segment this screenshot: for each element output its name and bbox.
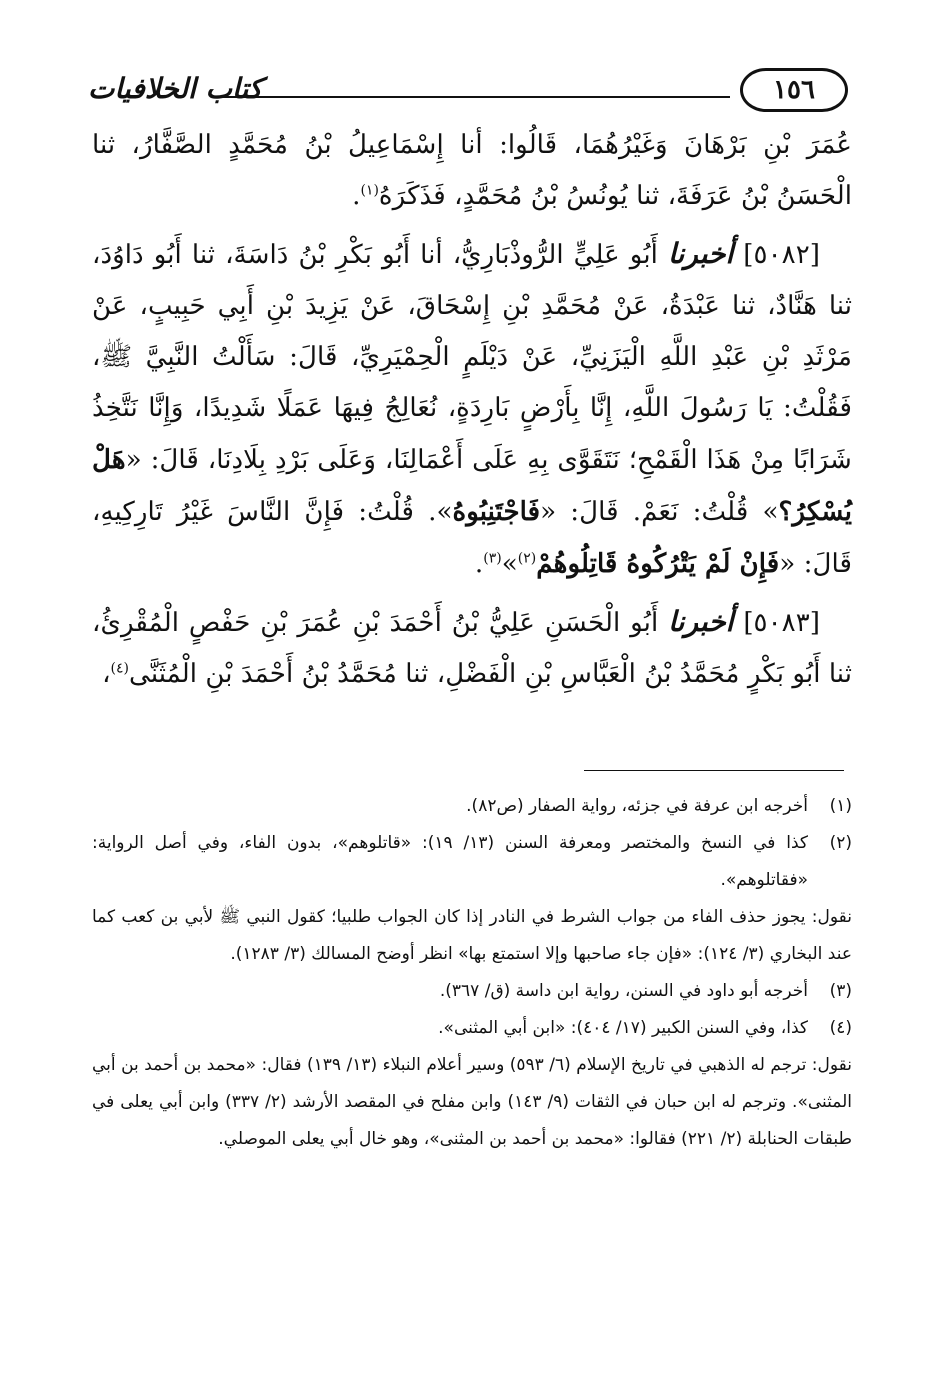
hadith-text: ». قُلْتُ: فَإِنَّ النَّاسَ غَيْرُ تَارِكِيهِ، قَالَ: « (92, 497, 852, 579)
hadith-number: [٥٠٨٣] (743, 608, 821, 638)
footnote-1 (92, 788, 852, 825)
footnote-number: (١) (829, 796, 852, 816)
footnote-number: (٤) (829, 1018, 852, 1038)
hadith-text: » (501, 549, 518, 579)
hadith-text: أَبُو الْحَسَنِ عَلِيُّ بْنُ أَحْمَدَ بْنِ عُمَرَ بْنِ حَفْصٍ الْمُقْرِئُ، ثنا أَبُو بَكْرٍ مُحَمَّدُ بْنُ الْعَبَّاسِ بْنِ الْفَضْلِ، ثنا مُحَمَّدُ بْنُ أَحْمَدَ بْنِ الْمُثَنَّى (92, 608, 852, 689)
footnote-separator (584, 770, 844, 771)
footnote-4-note: نقول: ترجم له الذهبي في تاريخ الإسلام (٦/ ٥٩٣) وسير أعلام النبلاء (١٣/ ١٣٩) فقال: «محمد بن أحمد بن أبي المثنى». وترجم له ابن حبان في الثقات (٩/ ١٤٣) وابن مفلح في المقصد الأرشد (٢/ ٣٣٧) وابن أبي يعلى في طبقات الحنابلة (٢/ ٢٢١) فقالوا: «محمد بن أحمد بن المثنى»، وهو خال أبي يعلى الموصلي. (92, 1055, 853, 1149)
prophet-speech: فَاجْتَنِبُوهُ (452, 496, 541, 527)
paragraph-continuation (92, 120, 852, 222)
footnote-number: (٣) (829, 981, 852, 1001)
book-title: كتاب الخلافيات (88, 72, 263, 105)
page-header (88, 66, 848, 126)
footnotes (92, 788, 852, 1158)
punctuation: . (474, 549, 484, 579)
akhbarana-label: أخبرنا (668, 605, 734, 638)
prophet-speech: هَلْ يُسْكِرُ؟ (92, 444, 852, 527)
prophet-speech: فَإِنْ لَمْ يَتْرُكُوهُ قَاتِلُوهُمْ (536, 548, 780, 579)
hadith-text: » قُلْتُ: نَعَمْ. قَالَ: « (540, 497, 779, 527)
footnote-ref: (٤) (110, 660, 130, 677)
footnote-2-note: نقول: يجوز حذف الفاء من جواب الشرط في النادر إذا كان الجواب طلبيا؛ كقول النبي ﷺ لأبي بن كعب كما عند البخاري (٣/ ١٢٤): «فإن جاء صاحبها وإلا استمتع بها» انظر أوضح المسالك (٣/ ١٢٨٣). (92, 907, 852, 964)
footnote-3 (92, 973, 852, 1010)
punctuation: ، (102, 659, 111, 689)
main-text (92, 120, 852, 700)
footnote-text: أخرجه ابن عرفة في جزئه، رواية الصفار (ص٨٢). (466, 796, 808, 816)
footnote-2 (92, 825, 852, 899)
footnote-ref: (١) (360, 182, 379, 199)
footnote-ref: (٣) (483, 550, 502, 567)
footnote-ref: (٢) (517, 550, 537, 567)
hadith-5082 (92, 228, 852, 590)
page-number: ١٥٦ (740, 68, 848, 112)
footnote-text: كذا، وفي السنن الكبير (١٧/ ٤٠٤): «ابن أبي المثنى». (438, 1018, 808, 1038)
footnote-4 (92, 1010, 852, 1047)
akhbarana-label: أخبرنا (667, 237, 734, 270)
footnote-text: كذا في النسخ والمختصر ومعرفة السنن (١٣/ ١٩): «قاتلوهم»، بدون الفاء، وفي أصل الرواية: «فقاتلوهم». (92, 833, 808, 890)
paragraph-text: عُمَرَ بْنِ بَرْهَانَ وَغَيْرُهُمَا، قَالُوا: أنا إِسْمَاعِيلُ بْنُ مُحَمَّدٍ الصَّفَّارُ، ثنا الْحَسَنُ بْنُ عَرَفَةَ، ثنا يُونُسُ بْنُ مُحَمَّدٍ، فَذَكَرَهُ (92, 130, 852, 211)
footnote-number: (٢) (829, 833, 852, 853)
hadith-number: [٥٠٨٢] (743, 240, 820, 270)
footnote-body (92, 825, 808, 899)
punctuation: . (352, 181, 361, 211)
hadith-5083 (92, 596, 852, 700)
header-rule (220, 96, 730, 98)
footnote-text: أخرجه أبو داود في السنن، رواية ابن داسة (ق/ ٣٦٧). (439, 981, 808, 1001)
hadith-text: أَبُو عَلِيٍّ الرُّوذْبَارِيُّ، أنا أَبُو بَكْرِ بْنُ دَاسَةَ، ثنا أَبُو دَاوُدَ، ثنا هَنَّادٌ، ثنا عَبْدَةُ، عَنْ مُحَمَّدِ بْنِ إِسْحَاقَ، عَنْ يَزِيدَ بْنِ أَبِي حَبِيبٍ، عَنْ مَرْثَدِ بْنِ عَبْدِ اللَّهِ الْيَزَنِيِّ، عَنْ دَيْلَمٍ الْحِمْيَرِيِّ، قَالَ: سَأَلْتُ النَّبِيَّ ﷺ، فَقُلْتُ: يَا رَسُولَ اللَّهِ، إِنَّا بِأَرْضٍ بَارِدَةٍ، نُعَالِجُ فِيهَا عَمَلًا شَدِيدًا، وَإِنَّا نَتَّخِذُ شَرَابًا مِنْ هَذَا الْقَمْحِ؛ نَتَقَوَّى بِهِ عَلَى أَعْمَالِنَا، وَعَلَى بَرْدِ بِلَادِنَا، قَالَ: « (92, 240, 852, 475)
